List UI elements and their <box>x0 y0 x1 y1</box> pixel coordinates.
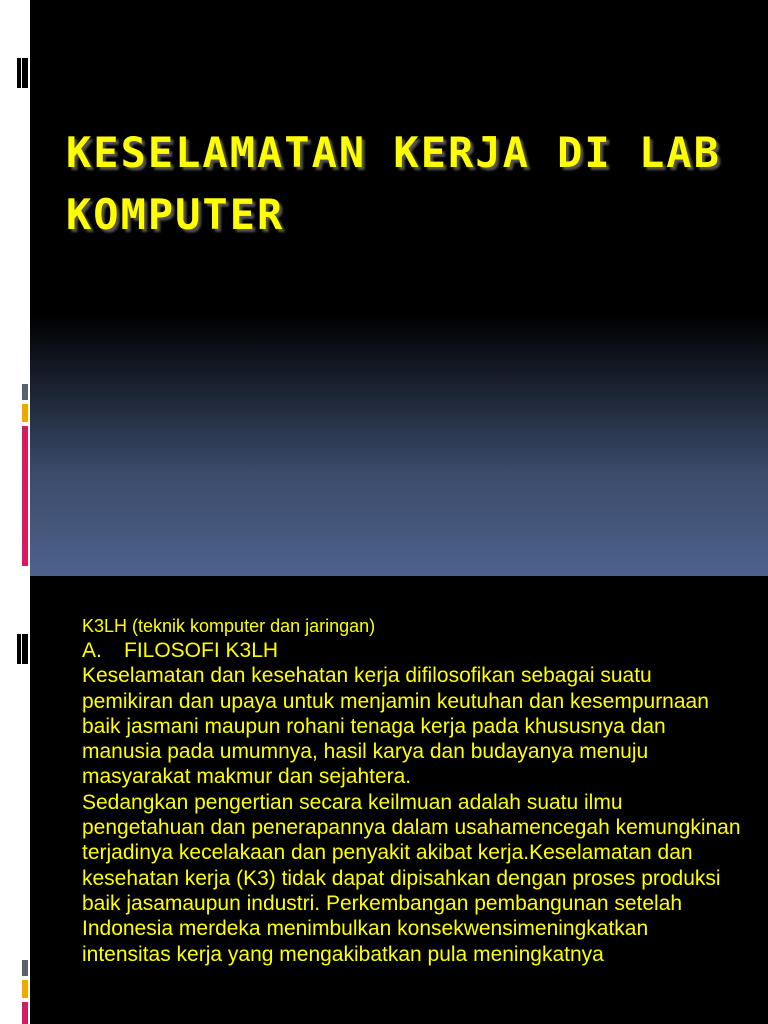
strip-mark <box>22 1002 28 1024</box>
strip-mark <box>22 980 28 998</box>
section-heading-text: FILOSOFI K3LH <box>124 639 279 662</box>
strip-mark <box>22 404 28 422</box>
section-heading <box>82 638 742 663</box>
section-number: A. <box>82 639 102 662</box>
strip-mark <box>17 634 21 664</box>
body-paragraph-1: Keselamatan dan kesehatan kerja difilosofikan sebagai suatu pemikiran dan upaya untuk menjamin keutuhan dan kesempurnaan baik jasmani maupun rohani tenaga kerja pada khususnya dan manusia pada umumnya, hasil karya dan budayanya menuju masyarakat makmur dan sejahtera. <box>82 664 709 789</box>
strip-mark <box>22 58 28 88</box>
side-accent-strip <box>0 576 30 1024</box>
strip-mark <box>17 58 21 88</box>
strip-mark <box>22 634 28 664</box>
strip-mark <box>22 960 28 976</box>
slide-subtitle: K3LH (teknik komputer dan jaringan) <box>82 616 376 636</box>
body-paragraph-2: Sedangkan pengertian secara keilmuan adalah suatu ilmu pengetahuan dan penerapannya dalam usahamencegah kemungkinan terjadinya kecelakaan dan penyakit akibat kerja.Keselamatan dan kesehatan kerja (K3) tidak dapat dipisahkan dengan proses produksi baik jasamaupun industri. Perkembangan pembangunan setelah Indonesia merdeka menimbulkan konsekwensimeningkatkan intensitas kerja yang mengakibatkan pula meningkatnya <box>82 790 741 966</box>
content-slide <box>0 576 768 1024</box>
side-accent-strip <box>0 0 30 576</box>
slide-body <box>82 614 742 967</box>
slide-title: KESELAMATAN KERJA DI LAB KOMPUTER <box>66 128 721 239</box>
strip-mark <box>22 426 28 566</box>
strip-mark <box>22 384 28 400</box>
